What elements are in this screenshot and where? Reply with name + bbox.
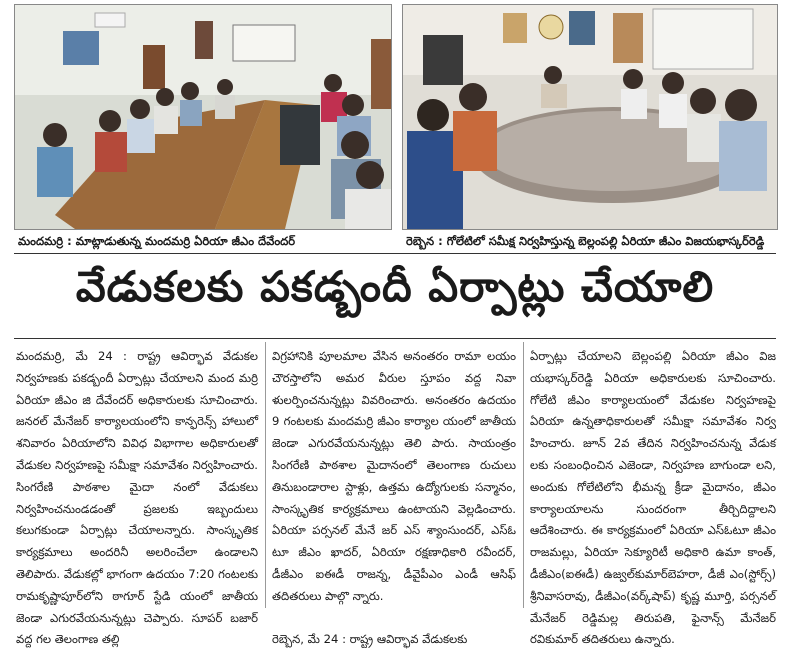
column-divider [265, 342, 266, 608]
meeting-photo-left [14, 4, 392, 230]
article-text-col2: విగ్రహానికి పూలమాల వేసిన అనంతరం రామా లయం చౌరస్తాలోని అమర వీరుల స్తూపం వద్ద నివా ళులర్పించనున్నట్లు వివరించారు. అనంతరం ఉదయం 9 గంటలకు మందమర్రి జీఎం కార్యాల యంలో జాతీయ జెండా ఎగురవేయనున్నట్లు తెలి పారు. సాయంత్రం సింగరేణి పాఠశాల మైదానంలో తెలంగాణ రుచులు తినుబండారాల స్టాళ్లు, ఉత్తమ ఉద్యోగులకు సన్మానం, సాంస్కృతిక కార్యక్రమాలు ఉంటాయని వెల్లడించారు. ఏరియా పర్సనల్ మేనే జర్ ఎస్ శ్యాంసుందర్, ఎస్ఓ టూ జీఎం ఖాదర్, ఏరియా రక్షణాధికారి రవీందర్, డీజీఎం ఐఈడీ రాజన్న, డీవైపీఎం ఎండీ ఆసిఫ్ తదితరులు పాల్గొ న్నారు. రెబ్బెన, మే 24 : రాష్ట్ర ఆవిర్భావ వేడుకలకు [272, 349, 516, 647]
review-meeting-image [403, 5, 777, 229]
divider-top [14, 253, 776, 254]
article-text-col1: మందమర్రి, మే 24 : రాష్ట్ర ఆవిర్భావ వేడుకల నిర్వహణకు పకడ్బందీ ఏర్పాట్లు చేయాలని మంద మర్రి ఏరియా జీఎం జి దేవేందర్ అధికారులకు సూచించారు. జనరల్ మేనేజర్ కార్యాలయంలోని కాన్ఫరెన్స్ హాలులో శనివారం ఏరియాలోని వివిధ విభాగాల అధికారులతో వేడుకల నిర్వహణపై సమీక్షా సమావేశం నిర్వహించారు. సింగరేణి పాఠశాల మైదా నంలో వేడుకలు నిర్వహించనుండడంతో ప్రజలకు ఇబ్బందులు కలుగకుండా ఏర్పాట్లు చేయాలన్నారు. సాంస్కృతిక కార్యక్రమాలు అందరినీ అలరించేలా ఉండాలని తెలిపారు. వేడుకల్లో భాగంగా ఉదయం 7:20 గంటలకు రామకృష్ణాపూర్‌లోని ఠాగూర్ స్టేడి యంలో జాతీయ జెండా ఎగురవేయనున్నట్లు చెప్పారు. సూపర్ బజార్ వద్ద గల తెలంగాణ తల్లి [16, 349, 258, 647]
meeting-photo-right [402, 4, 778, 230]
photo-caption-left: మందమర్రి : మాట్లాడుతున్న మందమర్రి ఏరియా జీఎం దేవేందర్ [18, 234, 296, 248]
article-column-3 [530, 346, 776, 647]
headline: వేడుకలకు పకడ్బందీ ఏర్పాట్లు చేయాలి [75, 262, 715, 311]
article-column-2 [272, 346, 516, 647]
divider-bottom [14, 338, 776, 339]
article-text-col3: ఏర్పాట్లు చేయాలని బెల్లంపల్లి ఏరియా జీఎం విజ యభాస్కర్‌రెడ్డి ఏరియా అధికారులకు సూచించారు. గోలేటి జీఎం కార్యాలయంలో వేడుకల నిర్వహణపై ఏరియా ఉన్నతాధికారులతో సమీక్షా సమావేశం నిర్వ హించారు. జూన్ 2వ తేదిన నిర్వహించనున్న వేడుక లకు సంబంధించిన ఎజెండా, నిర్వహణ బాగుండా లని, అందుకు గోలేటిలోని భీమన్న క్రీడా మైదానం, జీఎం కార్యాలయాలను సుందరంగా తీర్చిదిద్దాలని ఆదేశించారు. ఈ కార్యక్రమంలో ఏరియా ఎస్ఓటూ జీఎం రాజమల్లు, ఏరియా సెక్యూరిటీ అధికారి ఉమా కాంత్, డీజీఎం(ఐఈడీ) ఉజ్వల్‌కుమార్‌బెహరా, డీజీ ఎం(స్టోర్స్) శ్రీనివాసరావు, డీజీఎం(వర్క్‌షాప్) కృష్ణ మూర్తి, పర్సనల్ మేనేజర్ రెడ్డిమల్ల తిరుపతి, ఫైనాన్స్ మేనేజర్ రవికుమార్ తదితరులు ఉన్నారు. [530, 349, 776, 647]
column-divider [523, 342, 524, 608]
conference-hall-image [15, 5, 391, 229]
photo-caption-right: రెబ్బెన : గోలేటిలో సమీక్ష నిర్వహిస్తున్న బెల్లంపల్లి ఏరియా జీఎం విజయభాస్కర్‌రెడ్డి [406, 234, 765, 248]
article-column-1 [16, 346, 258, 647]
